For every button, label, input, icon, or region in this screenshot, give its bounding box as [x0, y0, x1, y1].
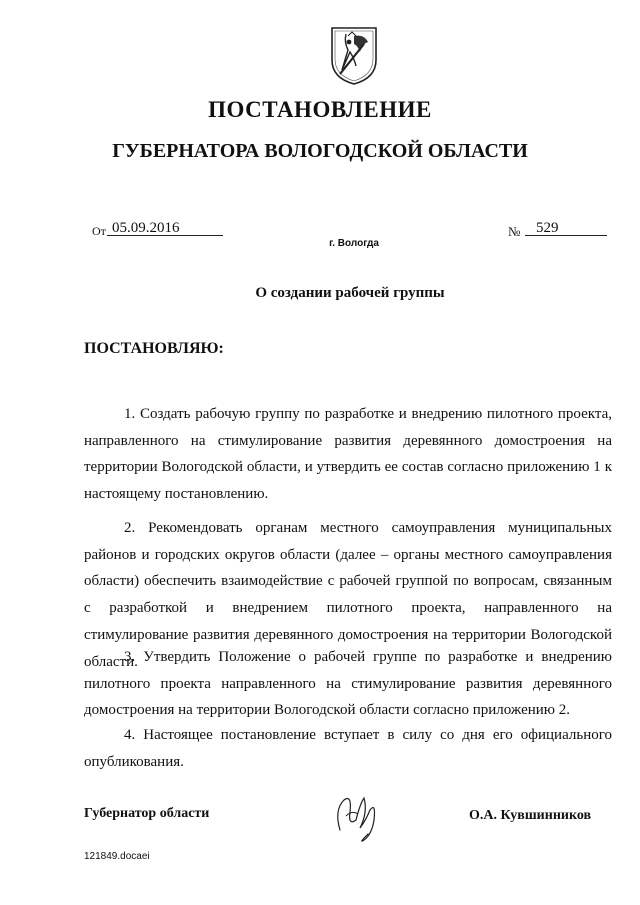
signer-position: Губернатор области [84, 806, 210, 821]
paragraph-2: 2. Рекомендовать органам местного самоуправления муниципальных районов и городских округов области (далее – органы местного самоуправления области) обеспечить взаимодействие с рабочей группой по вопросам, связанным с разработкой и внедрением пилотного проекта, направленного на стимулирование развития деревянного домостроения на территории Вологодской области. [84, 520, 612, 670]
document-title: ПОСТАНОВЛЕНИЕ [208, 97, 432, 122]
file-code: 121849.docaei [84, 851, 150, 862]
signature-icon [330, 790, 386, 844]
signer-name: О.А. Кувшинников [469, 808, 592, 823]
city-label: г. Вологда [329, 238, 379, 249]
document-subject: О создании рабочей группы [255, 285, 445, 301]
paragraph-3: 3. Утвердить Положение о рабочей группе по разработке и внедрению пилотного проекта направленного на стимулирование развития деревянного домостроения на территории Вологодской области согласно приложению 2. [84, 649, 612, 719]
number-label: № [508, 224, 521, 239]
paragraph-4: 4. Настоящее постановление вступает в силу со дня его официального опубликования. [84, 727, 612, 770]
document-number: 529 [536, 220, 559, 236]
date-label: От [92, 224, 106, 238]
number-underline [525, 235, 607, 236]
paragraph-1: 1. Создать рабочую группу по разработке и внедрению пилотного проекта, направленного на стимулирование развития деревянного домостроения на территории Вологодской области, и утвердить ее состав согласно приложению 1 к настоящему постановлению. [84, 406, 612, 503]
coat-of-arms-icon [328, 22, 380, 86]
decree-heading: ПОСТАНОВЛЯЮ: [84, 340, 224, 357]
issuer-title: ГУБЕРНАТОРА ВОЛОГОДСКОЙ ОБЛАСТИ [112, 140, 528, 162]
document-date: 05.09.2016 [112, 220, 180, 236]
date-underline [107, 235, 223, 236]
